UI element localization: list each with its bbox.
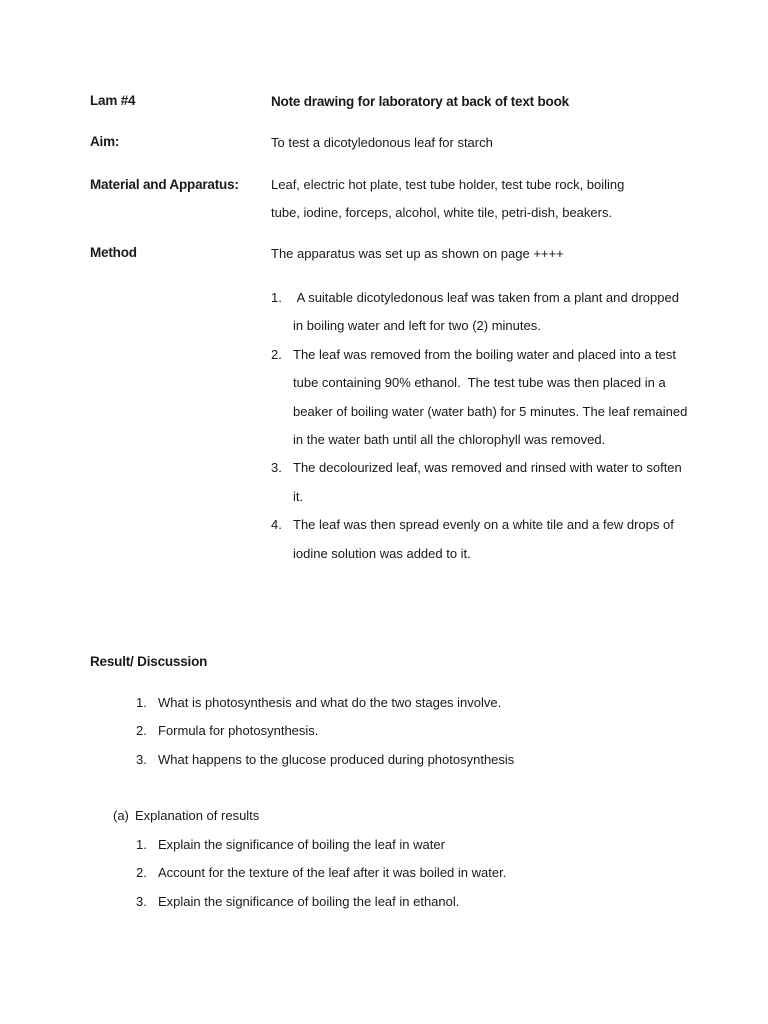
method-row xyxy=(90,245,690,263)
list-item: 4. The leaf was then spread evenly on a white tile and a few drops of iodine solution was added to it. xyxy=(271,517,674,561)
lab-header-row xyxy=(90,93,690,111)
lab-number: Lam #4 xyxy=(90,93,136,108)
list-item: 2. Formula for photosynthesis. xyxy=(136,723,319,739)
discussion-questions xyxy=(136,689,696,774)
list-item: 1. What is photosynthesis and what do the two stages involve. xyxy=(136,695,502,710)
lab-note: Note drawing for laboratory at back of text book xyxy=(271,94,569,109)
explanation-label: Explanation of results xyxy=(135,808,260,823)
list-item: 1. Explain the significance of boiling the leaf in water xyxy=(136,837,445,852)
method-label: Method xyxy=(90,245,137,260)
materials-text xyxy=(271,171,690,227)
materials-line-1: Leaf, electric hot plate, test tube holder, test tube rock, boiling xyxy=(271,177,625,192)
method-steps xyxy=(271,284,691,568)
list-item: 2. Account for the texture of the leaf after it was boiled in water. xyxy=(136,865,507,881)
materials-line-2: tube, iodine, forceps, alcohol, white tile, petri-dish, beakers. xyxy=(271,205,613,220)
materials-row xyxy=(90,171,690,227)
list-item: 2. The leaf was removed from the boiling water and placed into a test tube containing 90% ethanol. The test tube was then placed in a beaker of boiling water (water bath) for 5 minutes. The leaf remained in the water bath until all the chlorophyll was removed. xyxy=(271,346,691,448)
explanation-marker: (a) xyxy=(113,808,129,823)
materials-label: Material and Apparatus: xyxy=(90,177,239,192)
explanation-heading xyxy=(113,806,259,826)
list-item: 1. A suitable dicotyledonous leaf was taken from a plant and dropped in boiling water and left for two (2) minutes. xyxy=(271,290,683,334)
method-intro: The apparatus was set up as shown on page ++++ xyxy=(271,246,564,261)
explanation-items xyxy=(136,831,696,916)
list-item: 3. Explain the significance of boiling the leaf in ethanol. xyxy=(136,893,460,909)
aim-label: Aim: xyxy=(90,134,120,149)
list-item: 3. What happens to the glucose produced during photosynthesis xyxy=(136,751,515,767)
aim-row xyxy=(90,134,690,152)
results-heading: Result/ Discussion xyxy=(90,654,208,669)
aim-text: To test a dicotyledonous leaf for starch xyxy=(271,135,493,150)
list-item: 3. The decolourized leaf, was removed and rinsed with water to soften it. xyxy=(271,460,682,504)
